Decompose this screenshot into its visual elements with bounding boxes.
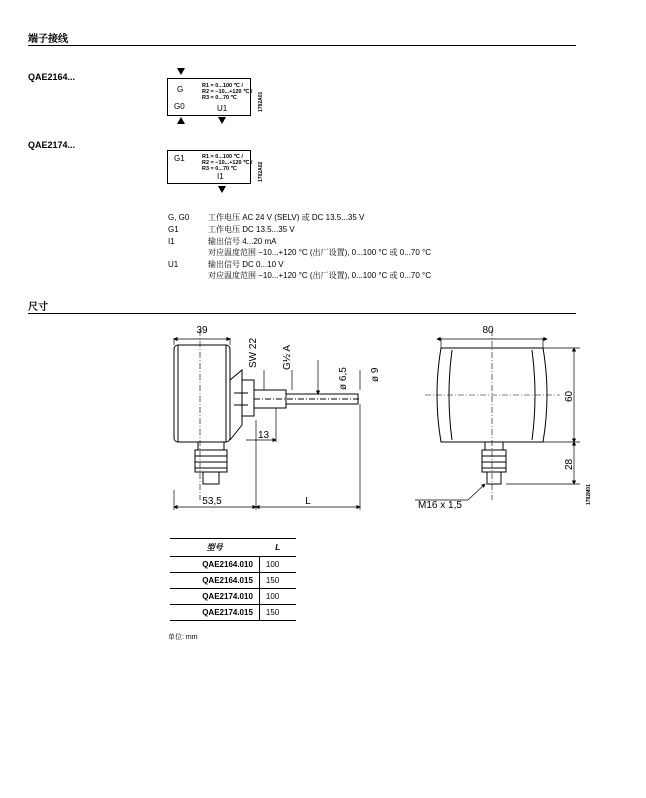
terminal-g0: G0	[174, 102, 185, 111]
terminal-g1: G1	[174, 154, 185, 163]
legend-text: 对应温度范围 −10...+120 °C (出厂设置), 0...100 °C 或 0...70 °C	[208, 271, 431, 280]
dim-13: 13	[258, 430, 270, 441]
dim-39: 39	[196, 325, 208, 336]
range-r2: R2 = −10...+120 ℃ /	[202, 89, 253, 95]
table-cell-length: 150	[259, 605, 296, 621]
dim-80: 80	[482, 325, 494, 336]
legend-text: 工作电压 DC 13.5...35 V	[208, 225, 295, 234]
figure-code: 1782A02	[258, 161, 264, 182]
dim-28: 28	[564, 458, 575, 470]
table-cell-length: 150	[259, 573, 296, 589]
table-header-l: L	[259, 539, 296, 557]
table-header-type: 型号	[170, 539, 259, 557]
range-r2: R2 = −10...+120 ℃ /	[202, 160, 253, 166]
legend-term: U1	[168, 260, 179, 269]
dim-d9: ø 9	[370, 367, 381, 382]
table-cell-length: 100	[259, 557, 296, 573]
unit-note: 单位: mm	[168, 634, 198, 641]
figure-code: 1782A01	[258, 91, 264, 112]
dim-m16: M16 x 1,5	[418, 500, 462, 511]
front-view	[425, 330, 560, 500]
model-label: QAE2174...	[28, 140, 76, 150]
dim-60: 60	[564, 390, 575, 402]
legend-term: G, G0	[168, 213, 190, 222]
dim-d65: ø 6,5	[338, 367, 349, 390]
table-cell-model: QAE2174.015	[170, 605, 259, 621]
type-length-table	[170, 538, 296, 621]
table-row	[170, 589, 296, 605]
terminal-g: G	[177, 85, 184, 94]
range-r1: R1 = 0...100 ℃ /	[202, 154, 243, 160]
range-r1: R1 = 0...100 ℃ /	[202, 83, 243, 89]
legend-text: 输出信号 DC 0...10 V	[208, 260, 284, 269]
table-cell-length: 100	[259, 589, 296, 605]
legend-text: 对应温度范围 −10...+120 °C (出厂设置), 0...100 °C 或 0...70 °C	[208, 248, 431, 257]
table-row	[170, 557, 296, 573]
terminal-i1: I1	[217, 172, 224, 181]
table-cell-model: QAE2164.010	[170, 557, 259, 573]
terminal-u1: U1	[217, 104, 228, 113]
dim-l: L	[305, 496, 311, 507]
dimensions-section-title: 尺寸	[28, 302, 48, 313]
legend-term: I1	[168, 237, 175, 246]
wiring-section-title: 端子接线	[28, 34, 68, 45]
dim-g-half: G½ A	[282, 344, 293, 370]
legend-text: 工作电压 AC 24 V (SELV) 或 DC 13.5...35 V	[208, 213, 365, 222]
legend-text: 输出信号 4...20 mA	[208, 237, 277, 246]
table-cell-model: QAE2174.010	[170, 589, 259, 605]
figure-code: 1782M01	[586, 484, 592, 505]
range-r3: R3 = 0...70 ℃	[202, 166, 237, 172]
legend-term: G1	[168, 225, 179, 234]
table-row	[170, 605, 296, 621]
side-view	[174, 330, 360, 500]
housing-outline	[174, 345, 230, 442]
model-label: QAE2164...	[28, 72, 76, 82]
dim-sw22: SW 22	[248, 337, 259, 368]
dim-535: 53,5	[202, 496, 222, 507]
range-r3: R3 = 0...70 ℃	[202, 95, 237, 101]
table-row	[170, 573, 296, 589]
table-cell-model: QAE2164.015	[170, 573, 259, 589]
